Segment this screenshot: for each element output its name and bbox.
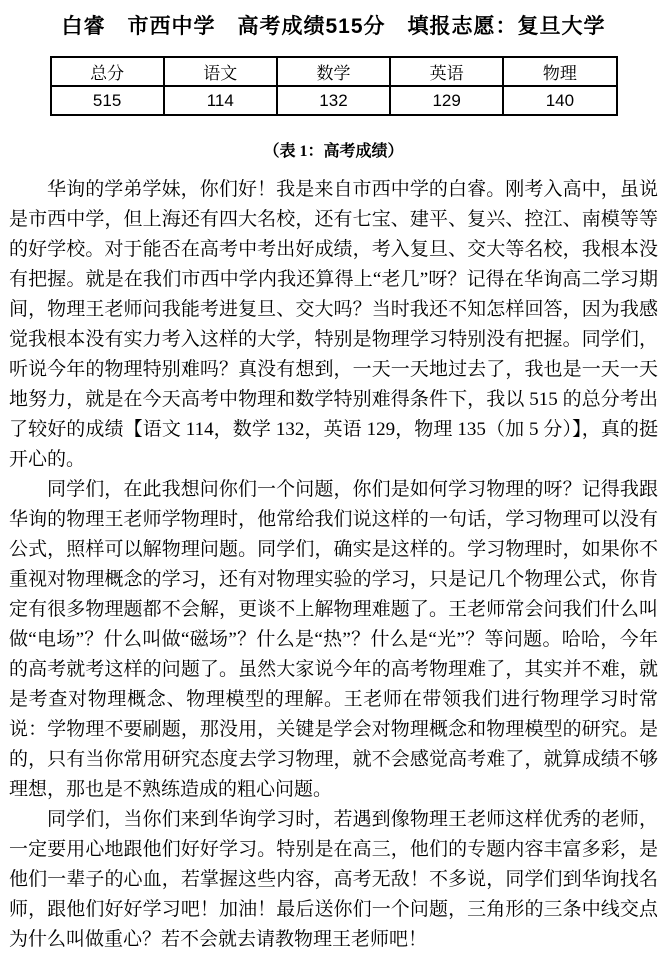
header-cell-math: 数学	[277, 57, 390, 86]
header-cell-chinese: 语文	[164, 57, 277, 86]
paragraph-3: 同学们，当你们来到华询学习时，若遇到像物理王老师这样优秀的老师，一定要用心地跟他们好好学习。特别是在高三，他们的专题内容丰富多彩，是他们一辈子的心血，若掌握这些内容，高考无敌！不多说，同学们到华询找名师，跟他们好好学习吧！加油！最后送你们一个问题，三角形的三条中线交点为什么叫做重心？若不会就去请教物理王老师吧！	[9, 809, 658, 950]
header-cell-total: 总分	[51, 57, 164, 86]
value-cell-english: 129	[390, 86, 503, 115]
value-cell-math: 132	[277, 86, 390, 115]
paragraph-1: 华询的学弟学妹，你们好！我是来自市西中学的白睿。刚考入高中，虽说是市西中学，但上海还有四大名校，还有七宝、建平、复兴、控江、南模等等的好学校。对于能否在高考中考出好成绩，考入复旦、交大等名校，我根本没有把握。就是在我们市西中学内我还算得上“老几”呀？记得在华询高二学习期间，物理王老师问我能考进复旦、交大吗？当时我还不知怎样回答，因为我感觉我根本没有实力考入这样的大学，特别是物理学习特别没有把握。同学们，听说今年的物理特别难吗？真没有想到，一天一天地过去了，我也是一天一天地努力，就是在今天高考中物理和数学特别难得条件下，我以 515 的总分考出了较好的成绩【语文 114，数学 132，英语 129，物理 135（加 5 分）】，真的挺开心的。	[9, 179, 658, 470]
table-caption: （表 1：高考成绩）	[263, 143, 404, 160]
document-title: 白睿 市西中学 高考成绩515分 填报志愿：复旦大学	[61, 15, 606, 38]
header-cell-physics: 物理	[503, 57, 616, 86]
value-cell-chinese: 114	[164, 86, 277, 115]
scores-table	[50, 56, 618, 116]
scores-table-header-row	[51, 57, 617, 86]
header-cell-english: 英语	[390, 57, 503, 86]
scores-table-value-row	[51, 86, 617, 115]
value-cell-total: 515	[51, 86, 164, 115]
value-cell-physics: 140	[503, 86, 616, 115]
document-body	[9, 175, 658, 955]
paragraph-2: 同学们，在此我想问你们一个问题，你们是如何学习物理的呀？记得我跟华询的物理王老师学物理时，他常给我们说这样的一句话，学习物理可以没有公式，照样可以解物理问题。同学们，确实是这样的。学习物理时，如果你不重视对物理概念的学习，还有对物理实验的学习，只是记几个物理公式，你肯定有很多物理题都不会解，更谈不上解物理难题了。王老师常会问我们什么叫做“电场”？什么叫做“磁场”？什么是“热”？什么是“光”？等问题。哈哈，今年的高考就考这样的问题了。虽然大家说今年的高考物理难了，其实并不难，就是考查对物理概念、物理模型的理解。王老师在带领我们进行物理学习时常说：学物理不要刷题，那没用，关键是学会对物理概念和物理模型的研究。是的，只有当你常用研究态度去学习物理，就不会感觉高考难了，就算成绩不够理想，那也是不熟练造成的粗心问题。	[9, 479, 658, 800]
